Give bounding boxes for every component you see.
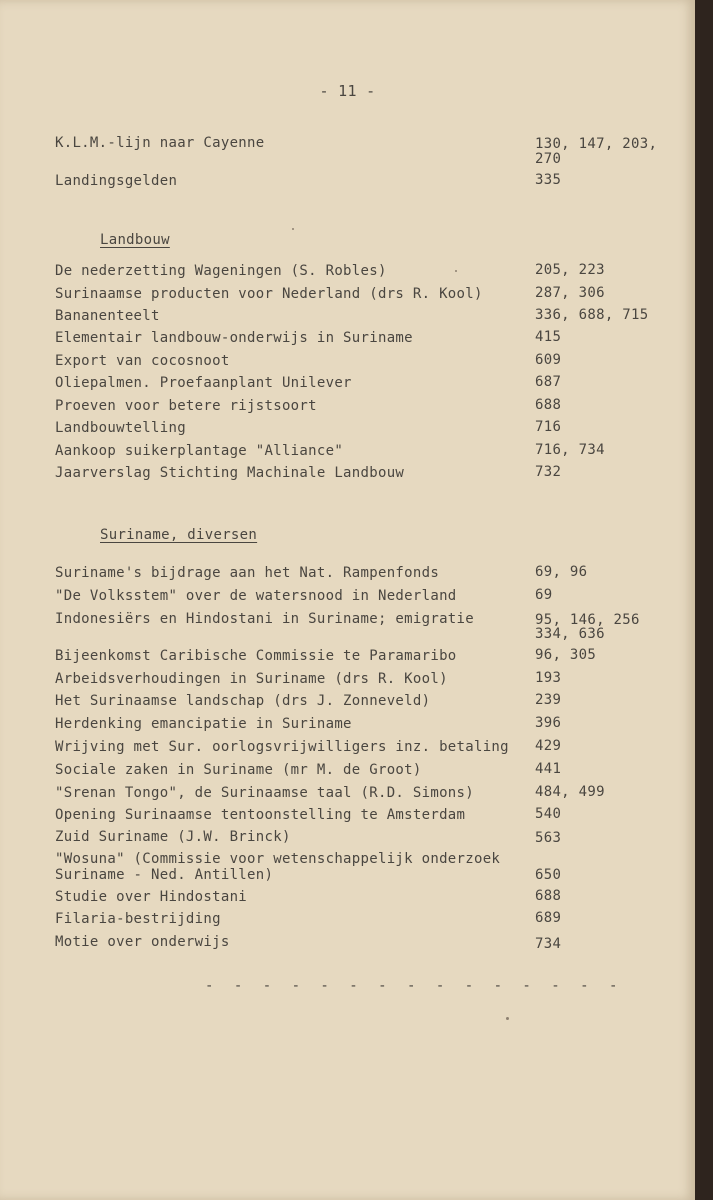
entry-pages: 335 [535,172,562,188]
entry-pages: 688 [535,888,562,904]
index-entry [55,398,675,420]
entry-pages: 96, 305 [535,647,597,663]
index-entry [55,308,675,330]
paper-speck [455,270,457,272]
entry-pages: 716, 734 [535,442,605,458]
entry-title: Wrijving met Sur. oorlogsvrijwilligers inz. betaling [55,739,509,755]
entry-pages: 609 [535,352,562,368]
page-number: - 11 - [319,82,376,100]
paper-speck [292,228,294,230]
index-entry [55,889,675,911]
index-entry [55,173,675,195]
entry-pages: 650 [535,867,562,883]
entry-pages: 429 [535,738,562,754]
entry-pages: 69, 96 [535,564,588,580]
entry-title: Landingsgelden [55,173,178,189]
entry-title: Arbeidsverhoudingen in Suriname (drs R. Kool) [55,671,448,687]
index-entry [55,716,675,738]
entry-title: Bananenteelt [55,308,160,324]
entry-title: Oliepalmen. Proefaanplant Unilever [55,375,352,391]
index-entry [55,911,675,933]
entry-title: Indonesiërs en Hindostani in Suriname; emigratie [55,611,474,627]
entry-title: Jaarverslag Stichting Machinale Landbouw [55,465,405,481]
index-entry [55,565,675,587]
index-entry [55,588,675,610]
entry-title: Sociale zaken in Suriname (mr M. de Groot) [55,762,422,778]
entry-title: Export van cocosnoot [55,353,230,369]
entry-title: Filaria-bestrijding [55,911,221,927]
index-entry [55,330,675,352]
entry-pages: 239 [535,692,562,708]
entry-title: Herdenking emancipatie in Suriname [55,716,352,732]
entry-pages: 205, 223 [535,262,605,278]
entry-pages: 484, 499 [535,784,605,800]
index-entry [55,611,675,642]
entry-pages: 336, 688, 715 [535,307,649,323]
entry-pages: 732 [535,464,562,480]
index-entry [55,807,675,829]
index-entry [55,443,675,465]
entry-pages: 734 [535,936,562,952]
entry-title: Proeven voor betere rijstsoort [55,398,317,414]
entry-pages: 69 [535,587,553,603]
page-edge [695,0,713,1200]
entry-title: "Srenan Tongo", de Surinaamse taal (R.D. Simons) [55,785,474,801]
index-entry [55,934,675,956]
entry-pages: 95, 146, 256 334, 636 [535,612,640,642]
section-heading-landbouw: Landbouw [100,232,170,248]
entry-title: Suriname's bijdrage aan het Nat. Rampenfonds [55,565,440,581]
index-entry [55,263,675,285]
paper-speck [506,1017,509,1020]
index-entry [55,135,675,167]
entry-title: K.L.M.-lijn naar Cayenne [55,135,265,151]
entry-pages: 716 [535,419,562,435]
entry-pages: 563 [535,830,562,846]
entry-title: Bijeenkomst Caribische Commissie te Paramaribo [55,648,457,664]
entry-title: Landbouwtelling [55,420,186,436]
entry-title: Aankoop suikerplantage "Alliance" [55,443,344,459]
entry-title: Zuid Suriname (J.W. Brinck) [55,829,291,845]
footer-rule: - - - - - - - - - - - - - - - [205,978,624,994]
entry-pages: 688 [535,397,562,413]
index-entry [55,762,675,784]
entry-pages: 396 [535,715,562,731]
section-heading-suriname-diversen: Suriname, diversen [100,527,258,543]
entry-pages: 193 [535,670,562,686]
entry-pages: 689 [535,910,562,926]
entry-title: Opening Surinaamse tentoonstelling te Amsterdam [55,807,466,823]
entry-title: Het Surinaamse landschap (drs J. Zonneveld) [55,693,431,709]
index-entry [55,739,675,761]
entry-pages: 415 [535,329,562,345]
index-entry [55,465,675,487]
index-entry [55,420,675,442]
entry-title: De nederzetting Wageningen (S. Robles) [55,263,387,279]
entry-title: Studie over Hindostani [55,889,248,905]
entry-pages: 441 [535,761,562,777]
entry-pages: 130, 147, 203, 270 [535,136,658,167]
index-entry [55,375,675,397]
index-entry [55,286,675,308]
index-entry [55,693,675,715]
index-entry [55,785,675,807]
entry-pages: 687 [535,374,562,390]
index-entry [55,671,675,693]
entry-pages: 287, 306 [535,285,605,301]
index-entry [55,353,675,375]
entry-title: Elementair landbouw-onderwijs in Suriname [55,330,413,346]
index-entry [55,851,675,891]
index-entry [55,648,675,670]
entry-pages: 540 [535,806,562,822]
entry-title: Motie over onderwijs [55,934,230,950]
entry-title: "De Volksstem" over de watersnood in Nederland [55,588,457,604]
entry-title: "Wosuna" (Commissie voor wetenschappelijk onderzoek Suriname - Ned. Antillen) [55,851,501,883]
index-entry [55,829,675,851]
entry-title: Surinaamse producten voor Nederland (drs R. Kool) [55,286,483,302]
